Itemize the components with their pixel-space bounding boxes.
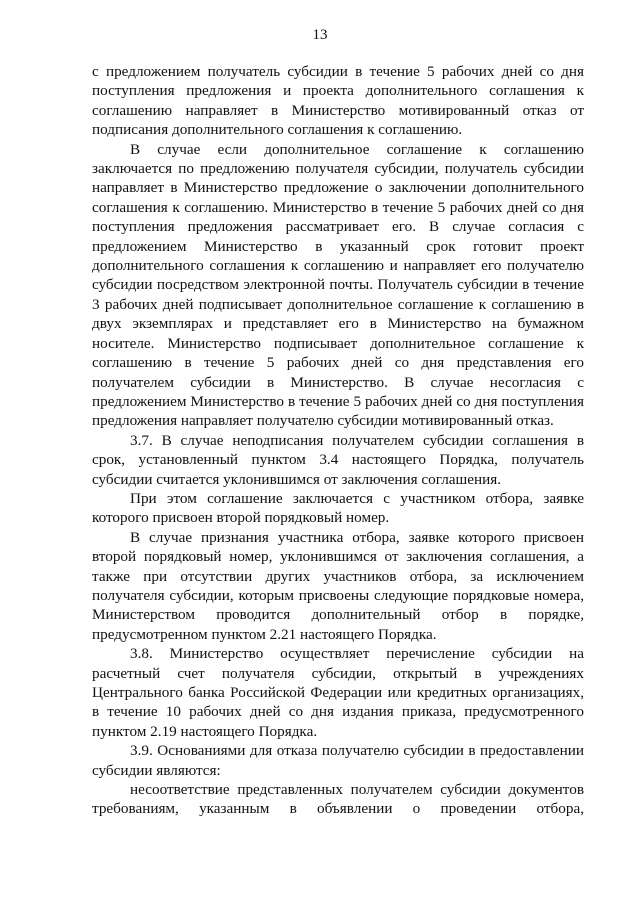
paragraph-1: с предложением получатель субсидии в течение 5 рабочих дней со дня поступления предложения и проекта дополнительного соглашения к соглашению направляет в Министерство мотивированный отказ от подписания дополнительного соглашения к соглашению. [92,63,584,139]
paragraph-5: В случае признания участника отбора, заявке которого присвоен второй порядковый номер, уклонившимся от заключения соглашения, а также при отсутствии других участников отбора, за исключением получателя субсидии, которым присвоены следующие порядковые номера, Министерством проводится дополнительный отбор в порядке, предусмотренном пунктом 2.21 настоящего Порядка. [92,528,584,643]
paragraph-3-7: 3.7. В случае неподписания получателем субсидии соглашения в срок, установленный пунктом 3.4 настоящего Порядка, получатель субсидии считается уклонившимся от заключения соглашения. [92,431,584,488]
paragraph-4: При этом соглашение заключается с участником отбора, заявке которого присвоен второй порядковый номер. [92,489,584,527]
page-number: 13 [312,27,328,43]
paragraph-3-8: 3.8. Министерство осуществляет перечисление субсидии на расчетный счет получателя субсидии, открытый в учреждениях Центрального банка Российской Федерации или кредитных организациях, в течение 10 рабочих дней со дня издания приказа, предусмотренного пунктом 2.19 настоящего Порядка. [92,645,584,740]
paragraph-8: несоответствие представленных получателем субсидии документов требованиям, указанным в объявлении о проведении отбора, [92,781,584,818]
document-body [92,62,584,819]
paragraph-3-9: 3.9. Основаниями для отказа получателю субсидии в предоставлении субсидии являются: [92,742,584,779]
paragraph-2: В случае если дополнительное соглашение к соглашению заключается по предложению получателя субсидии, получатель субсидии направляет в Министерство предложение о заключении дополнительного соглашения к соглашению. Министерство в течение 5 рабочих дней со дня поступления предложения рассматривает его. В случае согласия с предложением Министерство в указанный срок готовит проект дополнительного соглашения к соглашению и направляет его получателю субсидии посредством электронной почты. Получатель субсидии в течение 3 рабочих дней подписывает дополнительное соглашение к соглашению в двух экземплярах и представляет его в Министерство на бумажном носителе. Министерство подписывает дополнительное соглашение к соглашению в течение 5 рабочих дней со дня представления его получателем субсидии в Министерство. В случае несогласия с предложением Министерство в течение 5 рабочих дней со дня поступления предложения направляет получателю субсидии мотивированный отказ. [92,140,584,430]
